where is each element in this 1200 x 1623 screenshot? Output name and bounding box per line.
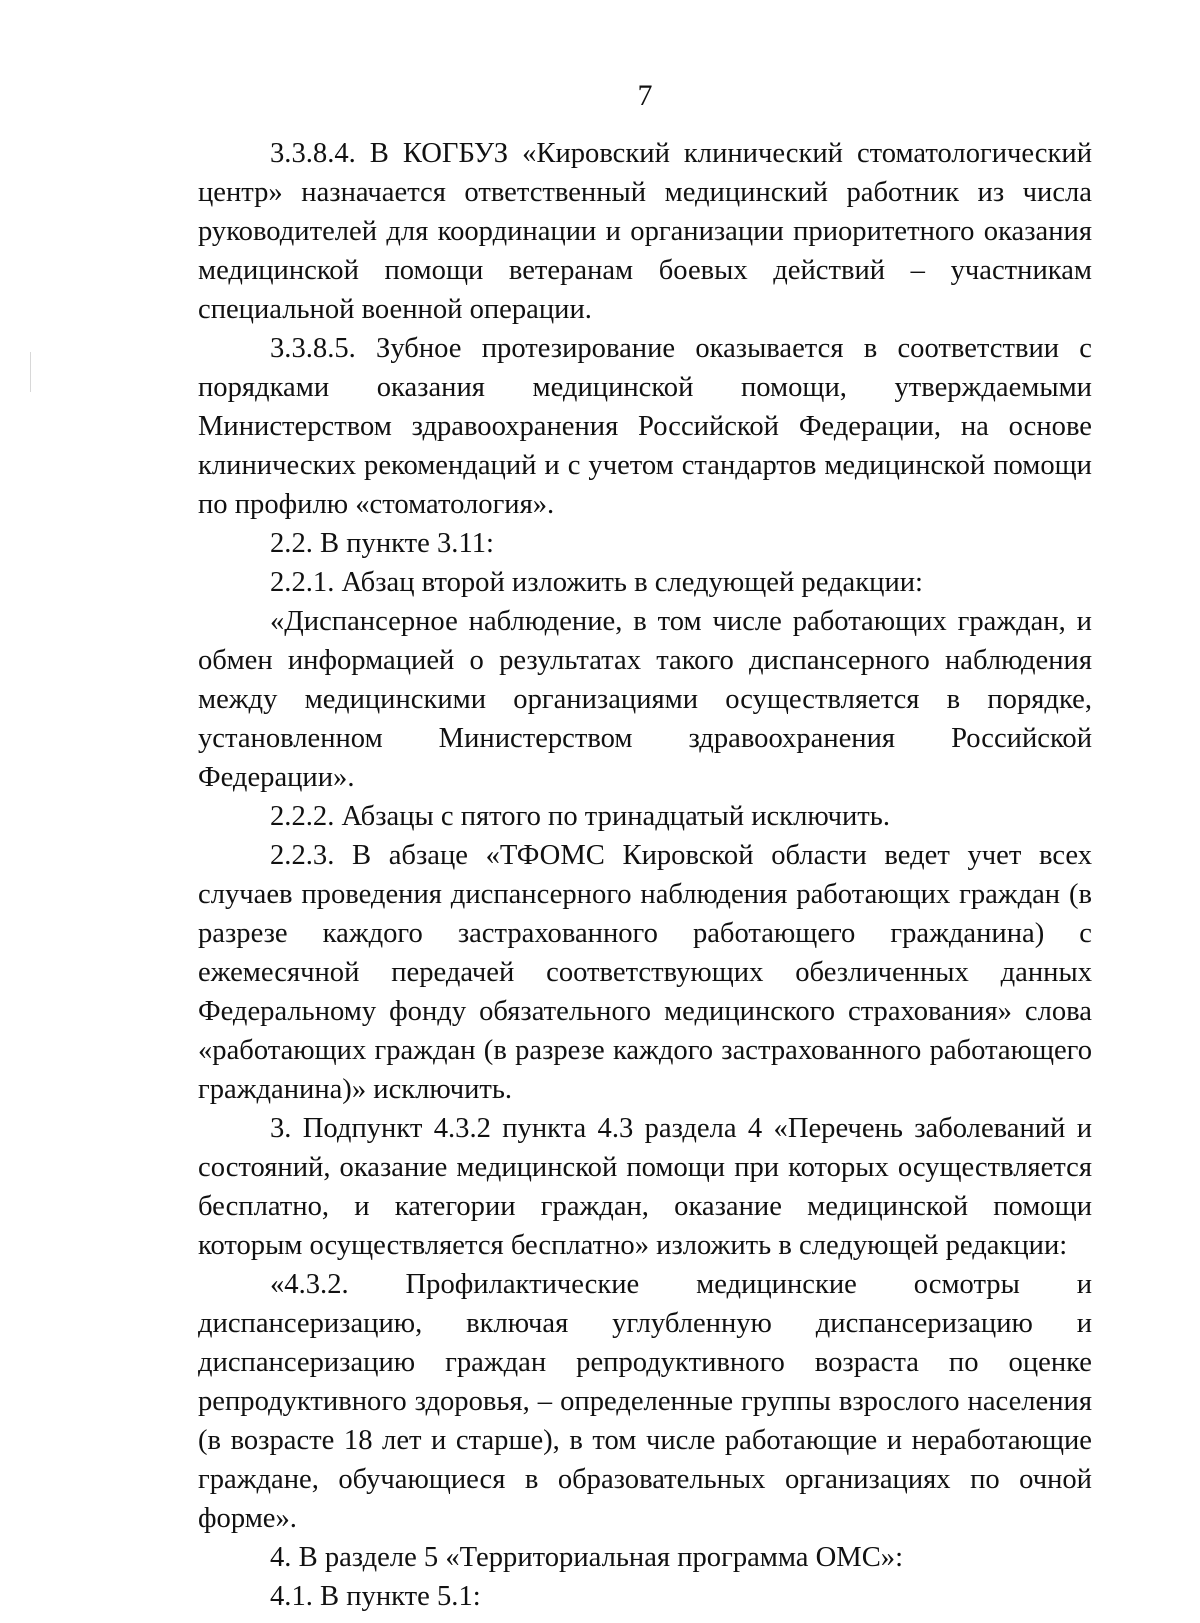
paragraph-quote-dispensary: «Диспансерное наблюдение, в том числе работающих граждан, и обмен информацией о результатах такого диспансерного наблюдения между медицинскими организациями осуществляется в порядке, установленном Министерством здравоохранения Российской Федерации». (198, 606, 1092, 793)
paragraph-quote-4-3-2: «4.3.2. Профилактические медицинские осмотры и диспансеризацию, включая углубленную диспансеризацию и диспансеризацию граждан репродуктивного возраста по оценке репродуктивного здоровья, – определенные группы взрослого населения (в возрасте 18 лет и старше), в том числе работающие и неработающие граждане, обучающиеся в образовательных организациях по очной форме». (198, 1269, 1092, 1534)
margin-scan-mark (30, 352, 31, 392)
paragraph-4: 4. В разделе 5 «Территориальная программа ОМС»: (270, 1542, 904, 1573)
paragraph-2-2-2: 2.2.2. Абзацы с пятого по тринадцатый исключить. (270, 801, 890, 832)
page-number: 7 (637, 79, 653, 112)
paragraph-3-3-8-4: 3.3.8.4. В КОГБУЗ «Кировский клинический стоматологический центр» назначается ответственный медицинский работник из числа руководителей для координации и организации приоритетного оказания медицинской помощи ветеранам боевых действий – участникам специальной военной операции. (198, 138, 1092, 325)
paragraph-4-1: 4.1. В пункте 5.1: (270, 1581, 481, 1612)
document-body (198, 134, 1092, 1616)
paragraph-2-2: 2.2. В пункте 3.11: (270, 528, 494, 559)
paragraph-2-2-3: 2.2.3. В абзаце «ТФОМС Кировской области ведет учет всех случаев проведения диспансерного наблюдения работающих граждан (в разрезе каждого застрахованного работающего гражданина) с ежемесячной передачей соответствующих обезличенных данных Федеральному фонду обязательного медицинского страхования» слова «работающих граждан (в разрезе каждого застрахованного работающего гражданина)» исключить. (198, 840, 1092, 1105)
paragraph-3-3-8-5: 3.3.8.5. Зубное протезирование оказывается в соответствии с порядками оказания медицинской помощи, утверждаемыми Министерством здравоохранения Российской Федерации, на основе клинических рекомендаций и с учетом стандартов медицинской помощи по профилю «стоматология». (198, 333, 1092, 520)
paragraph-2-2-1: 2.2.1. Абзац второй изложить в следующей редакции: (270, 567, 923, 598)
paragraph-3: 3. Подпункт 4.3.2 пункта 4.3 раздела 4 «Перечень заболеваний и состояний, оказание медицинской помощи при которых осуществляется бесплатно, и категории граждан, оказание медицинской помощи которым осуществляется бесплатно» изложить в следующей редакции: (198, 1113, 1092, 1261)
